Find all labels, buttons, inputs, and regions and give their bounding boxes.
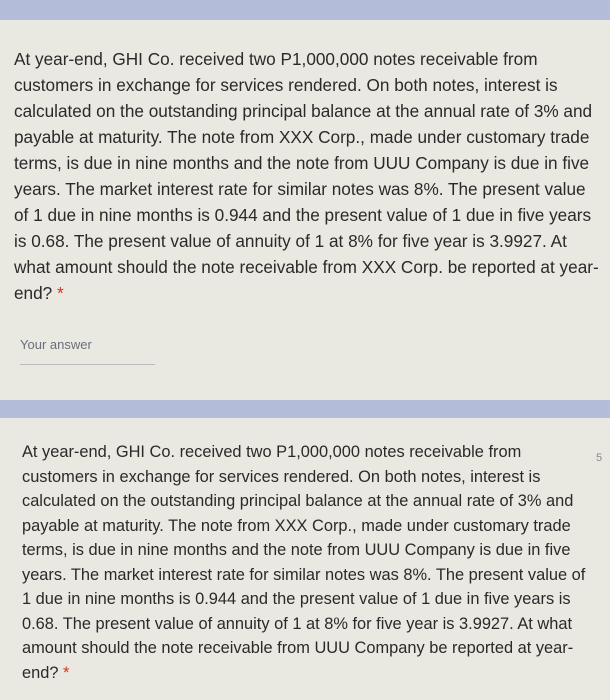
section-divider bbox=[0, 0, 610, 20]
required-asterisk: * bbox=[63, 663, 70, 682]
side-number: 5 bbox=[596, 452, 603, 464]
question-1 bbox=[14, 46, 604, 306]
required-asterisk: * bbox=[57, 283, 64, 303]
section-divider bbox=[0, 400, 610, 418]
question-text: At year-end, GHI Co. received two P1,000,000 notes receivable from customers in exchange for services rendered. On both notes, interest is calculated on the outstanding principal balance at the annual rate of 3% and payable at maturity. The note from XXX Corp., made under customary trade terms, is due in nine months and the note from UUU Company is due in five years. The market interest rate for similar notes was 8%. The present value of 1 due in nine months is 0.944 and the present value of 1 due in five years is 0.68. The present value of annuity of 1 at 8% for five year is 3.9927. At what amount should the note receivable from UUU Company be reported at year-end? bbox=[22, 443, 586, 682]
answer-input[interactable]: Your answer bbox=[20, 337, 155, 365]
question-2 bbox=[22, 440, 592, 685]
question-text: At year-end, GHI Co. received two P1,000,000 notes receivable from customers in exchange for services rendered. On both notes, interest is calculated on the outstanding principal balance at the annual rate of 3% and payable at maturity. The note from XXX Corp., made under customary trade terms, is due in nine months and the note from UUU Company is due in five years. The market interest rate for similar notes was 8%. The present value of 1 due in nine months is 0.944 and the present value of 1 due in five years is 0.68. The present value of annuity of 1 at 8% for five year is 3.9927. At what amount should the note receivable from XXX Corp. be reported at year-end? bbox=[14, 49, 599, 303]
